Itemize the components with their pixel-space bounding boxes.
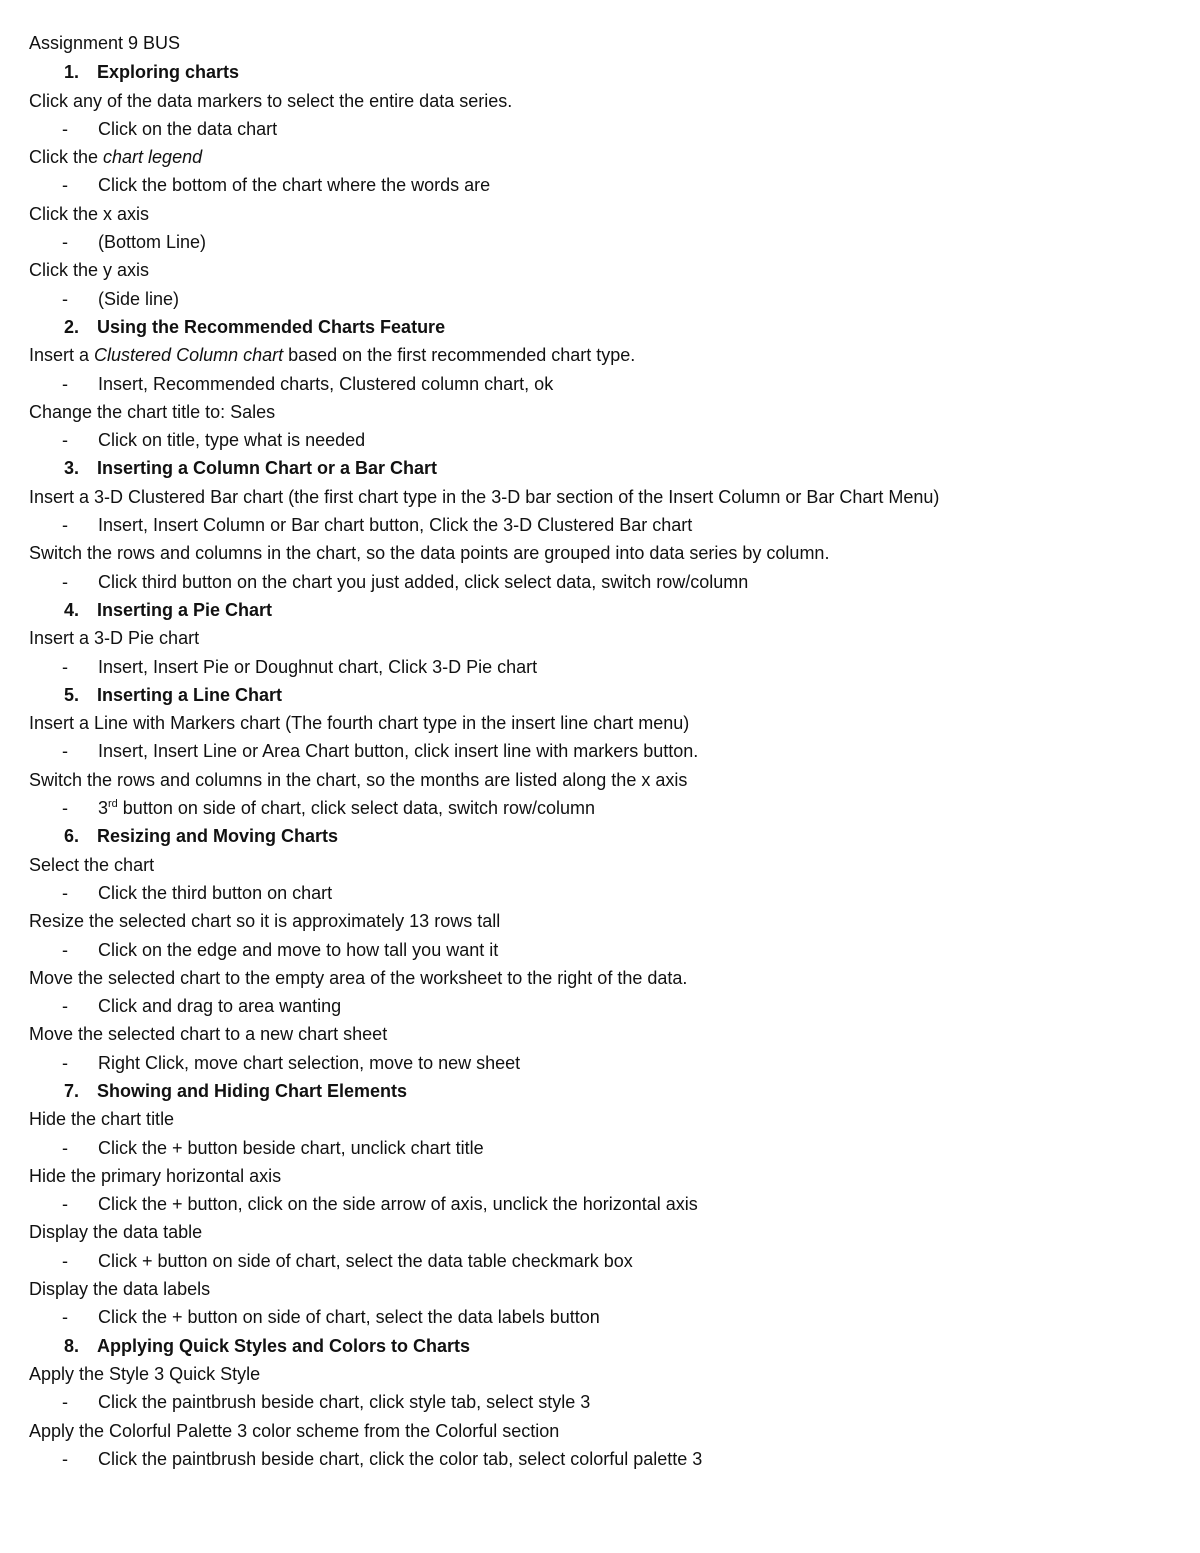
step-bullet [29,1134,1179,1162]
step-bullet [29,992,1179,1020]
task-line: Display the data labels [29,1279,211,1300]
step-bullet [29,426,1179,454]
step-bullet [29,1049,1179,1077]
bullet-dash: - [62,1137,68,1158]
step-bullet [29,1303,1179,1331]
task-line [29,341,1179,369]
step-bullet [29,879,1179,907]
step-text: Click the + button on side of chart, select the data labels button [98,1307,600,1328]
bullet-dash: - [62,118,68,139]
section-title: Exploring charts [97,62,240,83]
section-heading [29,1077,1179,1105]
step-text: (Side line) [98,288,180,309]
task-line: Change the chart title to: Sales [29,401,276,422]
step-text [98,798,595,818]
step-text: Insert, Insert Line or Area Chart button, click insert line with markers button. [98,741,699,762]
document-page [29,29,1179,1473]
step-bullet [29,115,1179,143]
section-number: 5. [63,684,79,705]
step-text-part: button on side of chart, click select data, switch row/column [117,798,596,819]
step-text: Click the third button on chart [98,882,333,903]
step-bullet [29,1190,1179,1218]
bullet-dash: - [62,232,68,253]
document-body [29,58,1179,1473]
section-title: Showing and Hiding Chart Elements [97,1080,408,1101]
section-heading [29,313,1179,341]
bullet-dash: - [62,1194,68,1215]
section-title: Using the Recommended Charts Feature [97,316,446,337]
step-bullet [29,171,1179,199]
task-line: Switch the rows and columns in the chart, so the data points are grouped into data series by column. [29,543,830,564]
section-heading [29,681,1179,709]
section-title: Resizing and Moving Charts [97,826,339,847]
step-text: Click on title, type what is needed [98,430,366,451]
bullet-dash: - [62,1448,68,1469]
section-heading [29,58,1179,86]
task-line: Insert a 3-D Clustered Bar chart (the first chart type in the 3-D bar section of the Insert Column or Bar Chart Menu) [29,486,940,507]
step-text: Click third button on the chart you just added, click select data, switch row/column [98,571,749,592]
step-superscript: rd [108,798,118,811]
bullet-dash: - [62,882,68,903]
document-title: Assignment 9 BUS [29,33,181,53]
step-text: Click and drag to area wanting [98,996,342,1017]
bullet-dash: - [62,430,68,451]
bullet-dash: - [62,1052,68,1073]
task-line: Switch the rows and columns in the chart, so the months are listed along the x axis [29,769,688,790]
task-line: Apply the Style 3 Quick Style [29,1363,261,1384]
task-line: Click any of the data markers to select the entire data series. [29,90,513,111]
task-line: Apply the Colorful Palette 3 color scheme from the Colorful section [29,1420,560,1441]
task-line: Move the selected chart to a new chart sheet [29,1024,388,1045]
step-bullet [29,936,1179,964]
step-text: Click the bottom of the chart where the words are [98,175,491,196]
task-line: Click the x axis [29,203,150,224]
bullet-dash: - [62,1392,68,1413]
bullet-dash: - [62,656,68,677]
section-number: 4. [63,599,79,620]
bullet-dash: - [62,571,68,592]
step-text: Click the + button beside chart, unclick chart title [98,1137,484,1158]
bullet-dash: - [62,373,68,394]
step-bullet [29,1247,1179,1275]
step-text: Insert, Insert Column or Bar chart button, Click the 3-D Clustered Bar chart [98,515,693,536]
section-number: 7. [63,1080,79,1101]
task-line: Select the chart [29,854,155,875]
section-number: 2. [63,316,79,337]
task-line: Move the selected chart to the empty area of the worksheet to the right of the data. [29,967,688,988]
step-text: Click + button on side of chart, select the data table checkmark box [98,1250,633,1271]
section-title: Applying Quick Styles and Colors to Charts [97,1335,471,1356]
bullet-dash: - [62,288,68,309]
section-number: 6. [63,826,79,847]
step-bullet [29,1445,1179,1473]
step-bullet [29,285,1179,313]
bullet-dash: - [62,515,68,536]
step-bullet [29,653,1179,681]
step-bullet [29,511,1179,539]
task-text: based on the first recommended chart type. [283,345,636,366]
step-text: Click the paintbrush beside chart, click the color tab, select colorful palette 3 [98,1448,703,1469]
step-bullet [29,1388,1179,1416]
task-line: Display the data table [29,1222,203,1243]
section-heading [29,454,1179,482]
step-text: Insert, Recommended charts, Clustered column chart, ok [98,373,554,394]
section-number: 8. [63,1335,79,1356]
task-line: Click the y axis [29,260,150,281]
section-heading [29,1332,1179,1360]
task-line [29,143,1179,171]
step-bullet [29,737,1179,765]
step-text: Right Click, move chart selection, move to new sheet [98,1052,521,1073]
task-emphasis: Clustered Column chart [94,345,284,366]
section-title: Inserting a Column Chart or a Bar Chart [97,458,438,479]
task-line: Hide the primary horizontal axis [29,1165,282,1186]
bullet-dash: - [62,1307,68,1328]
step-bullet [29,370,1179,398]
section-heading [29,822,1179,850]
section-number: 1. [63,62,79,83]
task-text: Click the [29,147,104,168]
step-bullet [29,568,1179,596]
bullet-dash: - [62,996,68,1017]
section-title: Inserting a Line Chart [97,684,283,705]
step-bullet [29,228,1179,256]
bullet-dash: - [62,798,68,819]
task-line: Hide the chart title [29,1109,175,1130]
task-text: Insert a [29,345,95,366]
bullet-dash: - [62,939,68,960]
section-title: Inserting a Pie Chart [97,599,273,620]
section-heading [29,596,1179,624]
step-text: Click the paintbrush beside chart, click style tab, select style 3 [98,1392,591,1413]
step-text-part: 3 [98,798,109,819]
task-line: Resize the selected chart so it is approximately 13 rows tall [29,911,501,932]
step-text: Click the + button, click on the side arrow of axis, unclick the horizontal axis [98,1194,698,1215]
task-line: Insert a Line with Markers chart (The fourth chart type in the insert line chart menu) [29,713,690,734]
step-text: Click on the edge and move to how tall you want it [98,939,499,960]
step-text: Click on the data chart [98,118,278,139]
bullet-dash: - [62,1250,68,1271]
step-bullet [29,794,1179,822]
bullet-dash: - [62,175,68,196]
section-number: 3. [63,458,79,479]
bullet-dash: - [62,741,68,762]
step-text: Insert, Insert Pie or Doughnut chart, Click 3-D Pie chart [98,656,538,677]
step-text: (Bottom Line) [98,232,207,253]
task-line: Insert a 3-D Pie chart [29,628,200,649]
task-emphasis: chart legend [103,147,203,168]
